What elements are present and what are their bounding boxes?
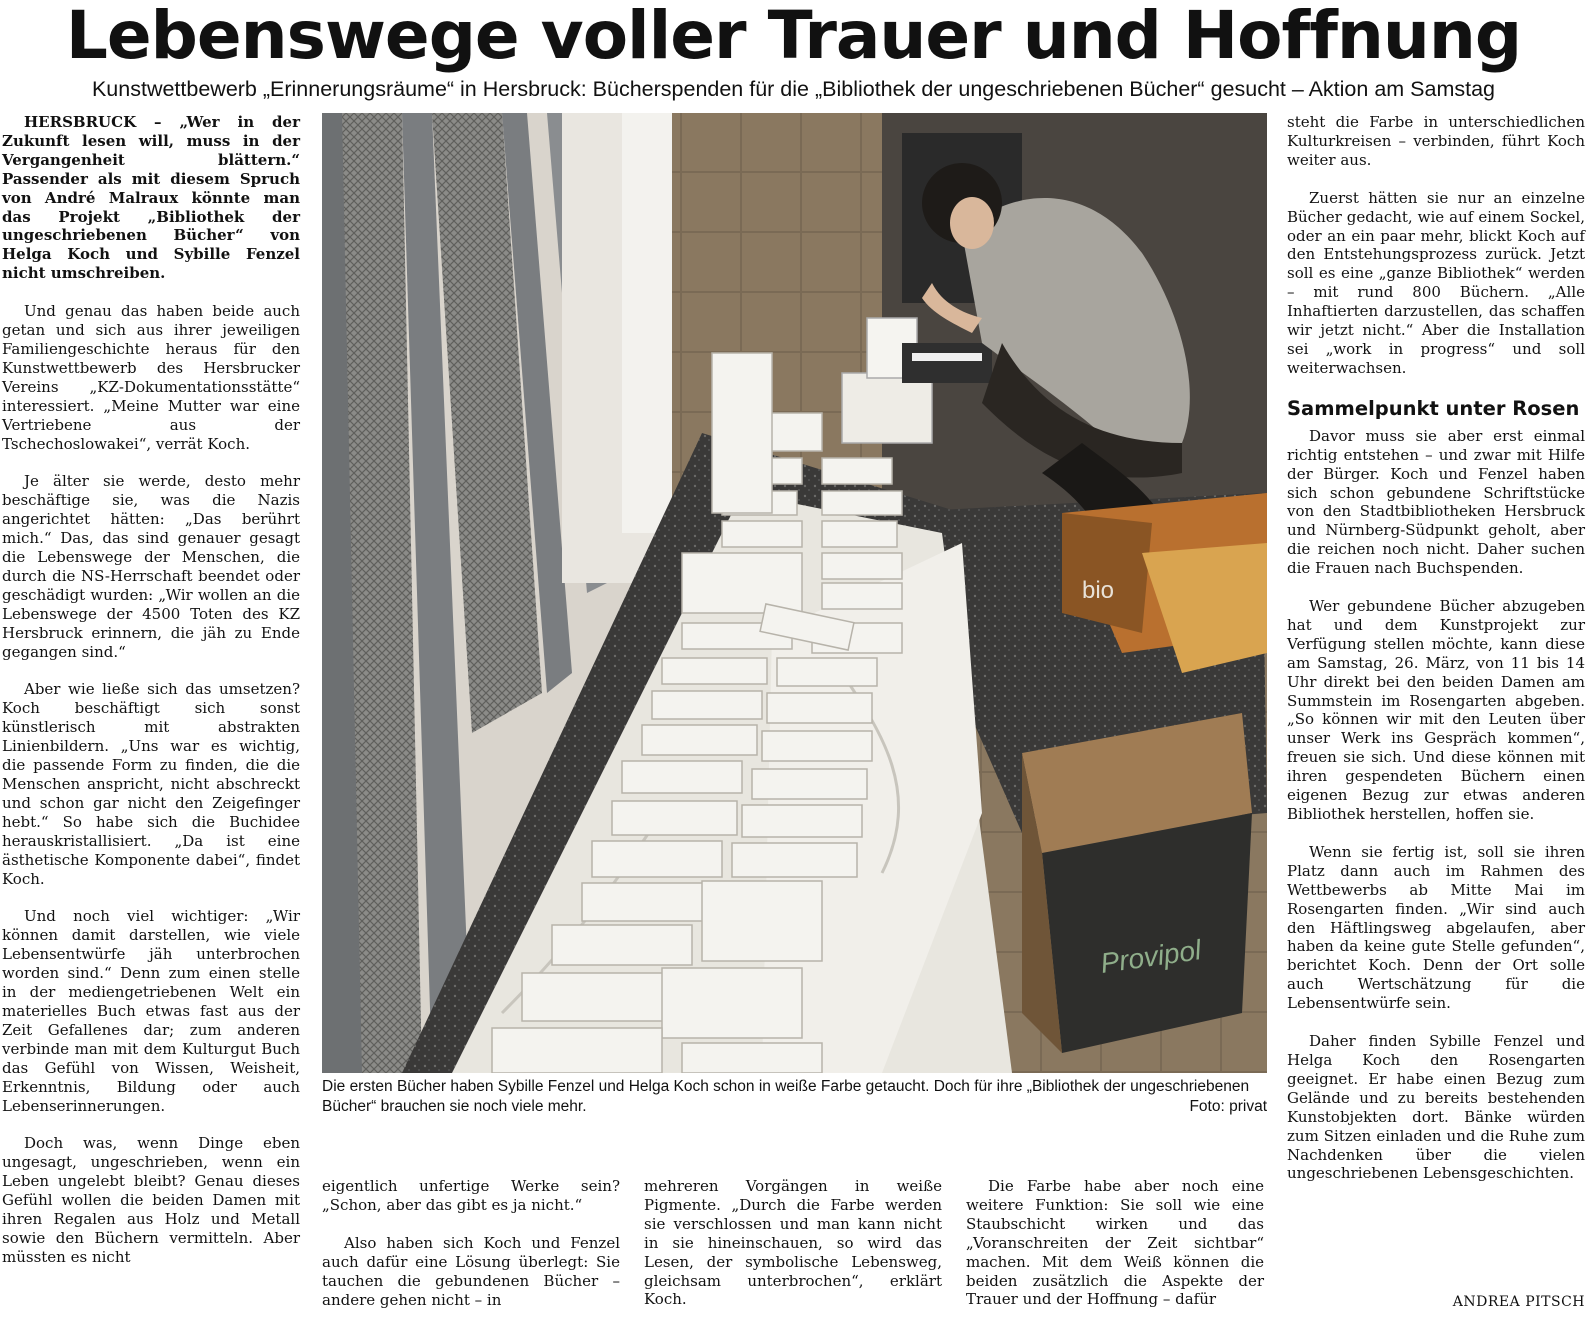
paragraph: Zuerst hätten sie nur an einzelne Bücher gedacht, wie auf einem Sockel, oder an ein paar mehr, blickt Koch auf den Entstehungsprozess zurück. Jetzt soll es eine „ganze Bibliothek“ werden – mit rund 800 Büchern. „Alle Inhaftierten darzustellen, das schaffen wir jetzt nicht.“ Aber die Installation sei „work in progress“ und soll weiterwachsen. — [1287, 188, 1585, 377]
paragraph: Und noch viel wichtiger: „Wir können damit darstellen, wie viele Lebensentwürfe jäh unterbrochen worden sind.“ Denn zum einen stelle in der mediengetriebenen Welt ein materielles Buch etwas fast aus der Zeit Gefallenes dar; zum anderen verbinde man mit dem Kulturgut Buch das Gefühl von Wissen, Weisheit, Erkenntnis, Bildung oder auch Lebenserinnerungen. — [2, 907, 300, 1115]
paragraph: Wer gebundene Bücher abzugeben hat und dem Kunstprojekt zur Verfügung stellen möchte, kann diese am Samstag, 26. März, von 11 bis 14 Uhr direkt bei den beiden Damen am Summstein im Rosengarten abgeben. „So können wir mit den Leuten über unser Werk ins Gespräch kommen“, freuen sie sich. Und diese können mit ihren gespendeten Büchern einen eigenen Bezug zur etwas anderen Bibliothek herstellen, hoffen sie. — [1287, 597, 1585, 823]
paragraph: Also haben sich Koch und Fenzel auch dafür eine Lösung überlegt: Sie tauchen die gebundenen Bücher – andere gehen nicht – in — [322, 1233, 620, 1309]
crate-label: Provipol — [1098, 934, 1204, 979]
article-photo — [322, 113, 1267, 1073]
paragraph: mehreren Vorgängen in weiße Pigmente. „Durch die Farbe werden sie verschlossen und man kann nicht in sie hineinschauen, so wird das Lesen, der symbolische Lebensweg, gleichsam unterbrochen“, erklärt Koch. — [644, 1177, 942, 1309]
paragraph: Daher finden Sybille Fenzel und Helga Koch den Rosengarten geeignet. Er habe einen Bezug zum Gelände und zu bereits bestehenden Kunstobjekten dort. Bänke würden zum Sitzen einladen und die Ruhe zum Nachdenken über die vielen ungeschriebenen Lebensgeschichten. — [1287, 1032, 1585, 1183]
article-column-4 — [966, 1177, 1264, 1328]
caption-text: Die ersten Bücher haben Sybille Fenzel und Helga Koch schon in weiße Farbe getaucht. Doch für ihre „Bibliothek der ungeschriebenen Bücher“ brauchen sie noch viele mehr. — [322, 1078, 1250, 1115]
paragraph: Davor muss sie aber erst einmal richtig entstehen – und zwar mit Hilfe der Bürger. Koch und Fenzel haben sich schon gebundene Schriftstücke von den Stadtbibliotheken Hersbruck und Nürnberg-Südpunkt geholt, aber die reichen noch nicht. Daher suchen die Frauen nach Buchspenden. — [1287, 426, 1585, 578]
section-heading: Sammelpunkt unter Rosen — [1287, 396, 1580, 420]
paragraph: Je älter sie werde, desto mehr beschäftige sie, was die Nazis angerichtet hätten: „Das berührt mich.“ Das, das sind genauer gesagt die Lebenswege der Menschen, die durch die NS-Herrschaft beendet oder geschädigt wurden: „Wir wollen an die Lebenswege der 4500 Toten des KZ Hersbruck erinnern, die jäh zu Ende gegangen sind.“ — [2, 472, 300, 661]
subheadline: Kunstwettbewerb „Erinnerungsräume“ in Hersbruck: Bücherspenden für die „Bibliothek der ungeschriebenen Bücher“ gesucht – Aktion am Samstag — [91, 77, 1496, 101]
paragraph: steht die Farbe in unterschiedlichen Kulturkreisen – verbinden, führt Koch weiter aus. — [1287, 113, 1585, 169]
headline: Lebenswege voller Trauer und Hoffnung — [65, 0, 1522, 74]
photo-credit: Foto: privat — [1189, 1098, 1267, 1115]
paragraph: Wenn sie fertig ist, soll sie ihren Platz dann auch im Rahmen des Wettbewerbs ab Mitte Mai im Rosengarten finden. „Wir sind auch den Häftlingsweg abgelaufen, aber haben da keine gute Stelle gefunden“, berichtet Koch. Denn der Ort solle auch Wertschätzung für die Lebensentwürfe sein. — [1287, 842, 1585, 1013]
article-column-1 — [2, 113, 300, 1286]
box-label: bio — [1082, 577, 1115, 604]
article-column-3 — [644, 1177, 942, 1328]
paragraph: Aber wie ließe sich das umsetzen? Koch beschäftigt sich sonst künstlerisch mit abstrakten Linienbildern. „Uns war es wichtig, die passende Form zu finden, die die Menschen anspricht, nicht abschreckt und schon gar nicht den Zeigefinger hebt.“ So habe sich die Buchidee herauskristallisiert. „Da ist eine ästhetische Komponente dabei“, findet Koch. — [2, 680, 300, 888]
photo-books-white-paint — [322, 113, 1267, 1073]
cardboard-crate — [1022, 713, 1252, 1053]
photo-caption — [322, 1077, 1267, 1117]
lead-paragraph: HERSBRUCK – „Wer in der Zukunft lesen will, muss in der Vergangenheit blättern.“ Passender als mit diesem Spruch von André Malraux könnte man das Projekt „Bibliothek der ungeschriebenen Bücher“ von Helga Koch und Sybille Fenzel nicht umschreiben. — [2, 113, 300, 283]
author-byline: ANDREA PITSCH — [1452, 1294, 1585, 1310]
paragraph: eigentlich unfertige Werke sein? „Schon, aber das gibt es ja nicht.“ — [322, 1177, 620, 1214]
article-column-2 — [322, 1177, 620, 1328]
article-column-5 — [1287, 113, 1585, 1202]
paragraph: Die Farbe habe aber noch eine weitere Funktion: Sie soll wie eine Staubschicht wirken und das „Voranschreiten der Zeit sichtbar“ machen. Mit dem Weiß können die beiden zusätzlich die Aspekte der Trauer und der Hoffnung – dafür — [966, 1177, 1264, 1309]
paragraph: Und genau das haben beide auch getan und sich aus ihrer jeweiligen Familiengeschichte heraus für den Kunstwettbewerb des Hersbrucker Vereins „KZ-Dokumentationsstätte“ interessiert. „Meine Mutter war eine Vertriebene aus der Tschechoslowakei“, verrät Koch. — [2, 302, 300, 453]
paragraph: Doch was, wenn Dinge eben ungesagt, ungeschrieben, wenn ein Leben ungelebt bleibt? Genau dieses Gefühl wollen die beiden Damen mit ihren Regalen aus Holz und Metall sowie den Büchern vermitteln. Aber müssten es nicht — [2, 1134, 300, 1266]
